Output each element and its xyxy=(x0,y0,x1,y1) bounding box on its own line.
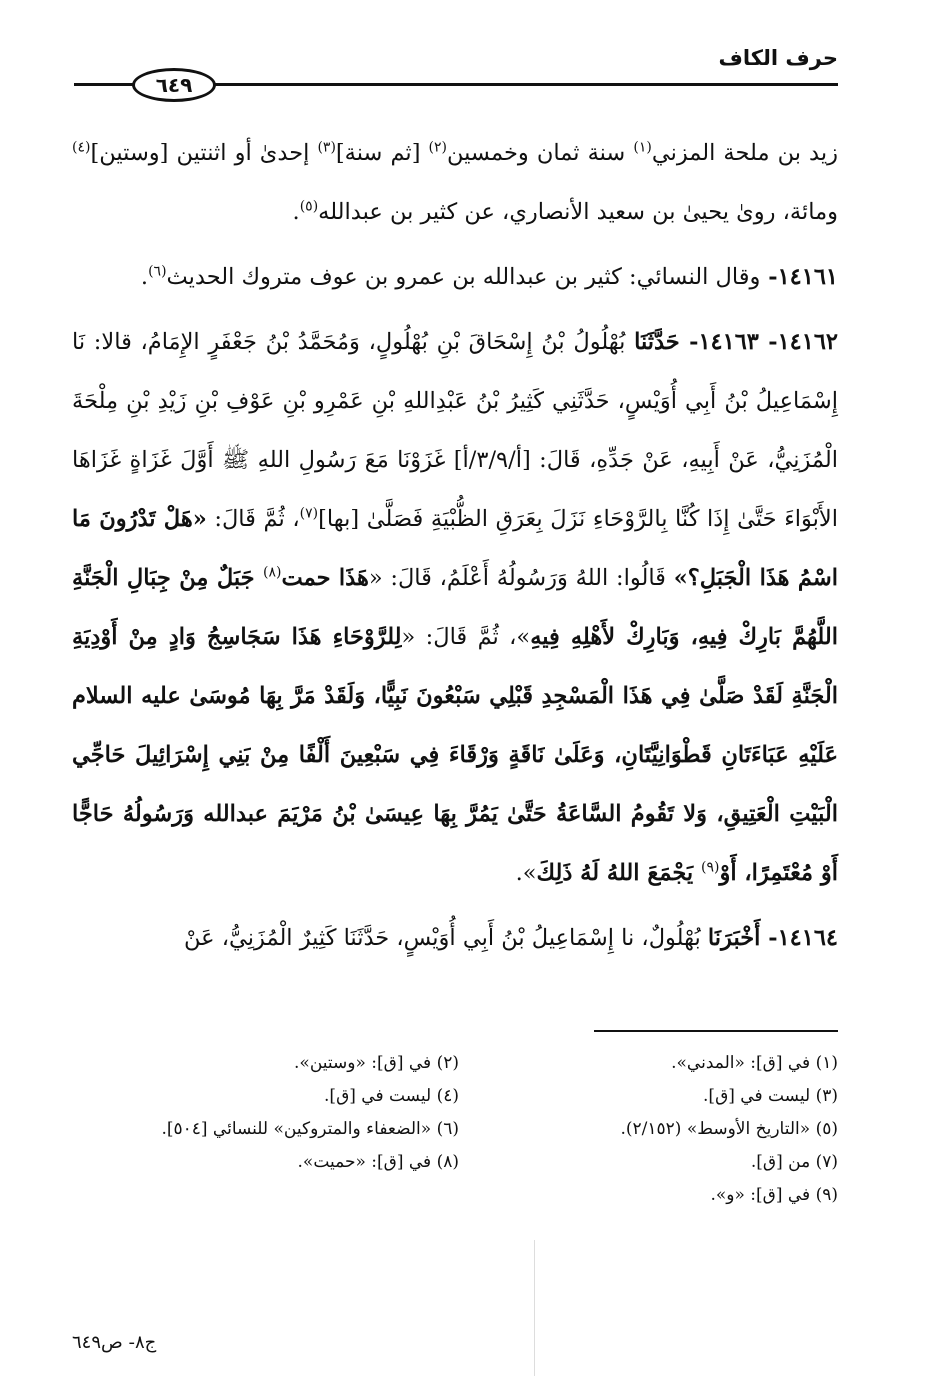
text-run: [ثم سنة] xyxy=(335,140,429,166)
hadith-number: ١٤١٦٢- ١٤١٦٣- xyxy=(679,329,839,355)
text-run: وقال النسائي: كثير بن عبدالله بن عمرو بن عوف متروك الحديث xyxy=(166,264,761,290)
quoted-speech: «هَلْ تَدْرُونَ مَا اسْمُ هَذَا الْجَبَلِ؟» xyxy=(72,506,839,591)
footnote-2 xyxy=(100,1050,459,1076)
text-run: . xyxy=(140,264,149,290)
text-run: بُهْلُولٌ، نا إِسْمَاعِيلُ بْنُ أَبِي أُوَيْسٍ، حَدَّثَنَا كَثِيرٌ الْمُزَنِيُّ، عَنْ xyxy=(184,925,708,951)
footnote-number: (٥) xyxy=(815,1119,838,1139)
quoted-speech: لِلرَّوْحَاءِ هَذَا سَجَاسِجُ وَادٍ مِنْ أَوْدِيَةِ الْجَنَّةِ لَقَدْ صَلَّىٰ فِي هَذَا الْمَسْجِدِ قَبْلِي سَبْعُونَ نَبِيًّا، وَلَقَدْ مَرَّ بِهَا مُوسَىٰ عليه السلام عَلَيْهِ عَبَاءَتَانِ قَطْوَانِيَّتَانِ، وَعَلَىٰ نَاقَةٍ وَرْقَاءَ فِي سَبْعِينَ أَلْفًا مِنْ بَنِي إِسْرَائِيلَ حَاجِّي الْبَيْتِ الْعَتِيقِ، وَلا تَقُومُ السَّاعَةُ حَتَّىٰ يَمُرَّ بِهَا عِيسَىٰ بْنُ مَرْيَمَ عبدالله وَرَسُولُهُ حَاجًّا أَوْ مُعْتَمِرًا، أَوْ xyxy=(72,624,838,886)
footnote-text: في [ق]: «و». xyxy=(710,1185,811,1205)
footnote-number: (١) xyxy=(815,1053,838,1073)
footnote-ref: (٥) xyxy=(299,198,319,215)
footnotes xyxy=(100,1050,838,1208)
quoted-speech: يَجْمَعَ اللهُ لَهُ ذَلِكَ xyxy=(536,860,701,886)
footnote-separator xyxy=(594,1030,838,1032)
footnote-text: ليست في [ق]. xyxy=(324,1086,432,1106)
paragraph-continuation xyxy=(72,124,838,242)
footnote-4 xyxy=(100,1083,459,1109)
footnote-ref: (١) xyxy=(633,139,652,156)
hadith-number: ١٤١٦١- xyxy=(760,264,838,290)
footnote-7 xyxy=(479,1149,838,1175)
text-run: ». xyxy=(515,860,537,886)
footnote-ref: (٦) xyxy=(148,263,167,280)
page-number: ٦٤٩ xyxy=(155,73,193,97)
text-run: قَالُوا: xyxy=(608,565,674,591)
text-run: إحدىٰ أو اثنتين [وستين] xyxy=(90,140,318,166)
hadith-14162 xyxy=(72,313,838,903)
footnote-3 xyxy=(479,1083,838,1109)
footnote-number: (٢) xyxy=(436,1053,459,1073)
narration-lead: أَخْبَرَنَا xyxy=(707,925,761,951)
footnote-ref: (٩) xyxy=(700,859,720,876)
quoted-speech: هَذَا حمت xyxy=(281,565,369,591)
text-run: زيد بن ملحة المزني xyxy=(651,140,838,166)
page-number-badge xyxy=(132,68,216,102)
footnote-9 xyxy=(479,1182,838,1208)
running-header-title: حرف الكاف xyxy=(718,46,838,70)
hadith-14161 xyxy=(72,248,838,307)
footnote-8 xyxy=(100,1149,459,1175)
narration-lead: حَدَّثَنَا xyxy=(634,329,680,355)
hadith-14164 xyxy=(72,909,838,968)
footnote-text: ليست في [ق]. xyxy=(703,1086,811,1106)
footnote-ref: (٧) xyxy=(299,505,319,522)
footnote-text: «الضعفاء والمتروكين» للنسائي [٥٠٤]. xyxy=(161,1119,432,1139)
text-run: »، ثُمَّ قَالَ: « xyxy=(401,624,531,650)
footnote-text: في [ق]: «المدني». xyxy=(671,1053,811,1073)
text-run: ومائة، روىٰ يحيىٰ بن سعيد الأنصاري، عن كثير بن عبدالله xyxy=(318,199,838,225)
footnote-number: (٨) xyxy=(436,1152,459,1172)
footnote-text: في [ق]: «حميت». xyxy=(297,1152,432,1172)
text-run: ، ثُمَّ قَالَ: xyxy=(206,506,300,532)
footnote-text: من [ق]. xyxy=(750,1152,811,1172)
footnote-ref: (٢) xyxy=(428,139,448,156)
text-run: بُهْلُولُ بْنُ إِسْحَاقَ بْنِ بُهْلُولٍ، وَمُحَمَّدُ بْنُ جَعْفَرٍ الإِمَامُ، قالا: نَا إِسْمَاعِيلُ بْنُ أَبِي أُوَيْسٍ، حَدَّثَنِي كَثِيرُ بْنُ عَبْدِاللهِ بْنِ عَمْرِو بْنِ عَوْفِ بْنِ زَيْدِ بْنِ مِلْحَةَ الْمُزَنِيُّ، عَنْ أَبِيهِ، عَنْ جَدِّهِ، قَالَ: [أ/٣/٩/أ] غَزَوْنَا مَعَ رَسُولِ اللهِ ﷺ أَوَّلَ غَزَاةٍ غَزَاهَا الأَبْوَاءَ حَتَّىٰ إِذَا كُنَّا بِالرَّوْحَاءِ نَزَلَ بِعَرَقِ الظُّبْيَةِ فَصَلَّىٰ [بها] xyxy=(72,329,839,532)
text-run: . xyxy=(292,199,300,225)
hadith-number: ١٤١٦٤- xyxy=(760,925,838,951)
footnote-ref: (٣) xyxy=(317,139,336,156)
footnote-number: (٩) xyxy=(815,1185,838,1205)
footnote-number: (٧) xyxy=(815,1152,838,1172)
footnote-text: «التاريخ الأوسط» (٢/١٥٢). xyxy=(620,1119,811,1139)
scan-edge-line xyxy=(534,1240,535,1376)
text-run: أَعْلَمُ، قَالَ: « xyxy=(368,565,497,591)
footnote-6 xyxy=(100,1116,459,1142)
quoted-speech: جَبَلٌ مِنْ جِبَالِ الْجَنَّةِ اللَّهُمَّ بَارِكْ فِيهِ، وَبَارِكْ لأَهْلِهِ فِيهِ xyxy=(72,565,838,650)
footnote-ref: (٤) xyxy=(72,139,91,156)
footnote-number: (٤) xyxy=(436,1086,459,1106)
footnote-1 xyxy=(479,1050,838,1076)
footnote-5 xyxy=(479,1116,838,1142)
footnote-text: في [ق]: «وستين». xyxy=(294,1053,432,1073)
footnote-number: (٦) xyxy=(436,1119,459,1139)
main-text xyxy=(72,124,838,968)
text-run: سنة ثمان وخمسين xyxy=(447,140,634,166)
volume-page-reference: ج٨- ص٦٤٩ xyxy=(72,1332,157,1353)
footnote-number: (٣) xyxy=(815,1086,838,1106)
text-run: اللهُ وَرَسُولُهُ xyxy=(496,565,609,591)
footnote-ref: (٨) xyxy=(263,564,282,581)
